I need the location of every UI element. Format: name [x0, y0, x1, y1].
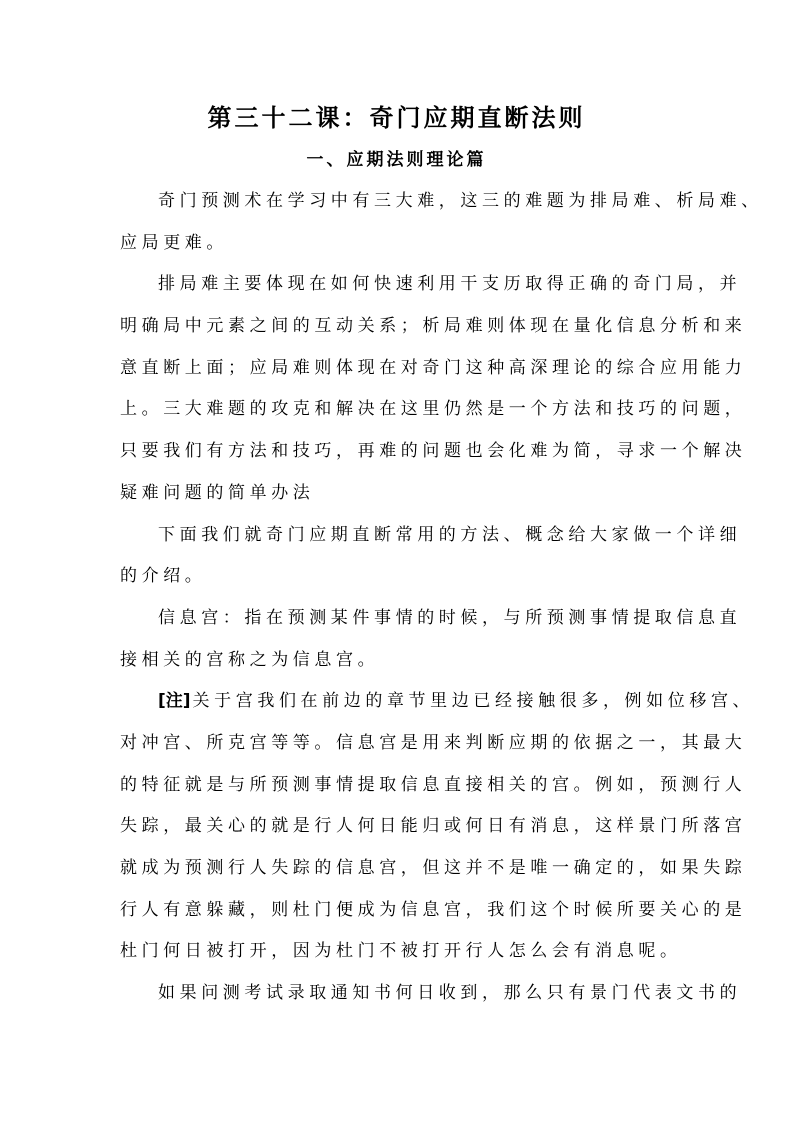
text-line-content: 关于宫我们在前边的章节里边已经接触很多，例如位移宫、 — [192, 691, 755, 712]
text-line — [120, 683, 755, 725]
text-line: 疑难问题的简单办法 — [120, 482, 315, 503]
paragraph-note — [120, 683, 755, 975]
paragraph-intro — [120, 183, 763, 266]
paragraph-definition-info-palace — [120, 600, 742, 683]
text-line: 应局更难。 — [120, 232, 228, 253]
text-line: 失踪，最关心的就是行人何日能归或何日有消息，这样景门所落宫 — [120, 816, 747, 837]
text-line: 意直断上面；应局难则体现在对奇门这种高深理论的综合应用能力 — [120, 357, 747, 378]
section-heading: 一、应期法则理论篇 — [306, 150, 487, 170]
text-line: 明确局中元素之间的互动关系；析局难则体现在量化信息分析和来 — [120, 316, 747, 337]
text-line: 杜门何日被打开，因为杜门不被打开行人怎么会有消息呢。 — [120, 941, 682, 962]
text-line: 的介绍。 — [120, 566, 207, 587]
text-line: 对冲宫、所克宫等等。信息宫是用来判断应期的依据之一，其最大 — [120, 732, 747, 753]
body-text — [120, 183, 763, 1017]
paragraph-difficulties — [120, 266, 747, 516]
page-title: 第三十二课：奇门应期直断法则 — [207, 104, 586, 132]
text-line: 接相关的宫称之为信息宫。 — [120, 649, 380, 670]
note-tag: [注] — [158, 691, 191, 712]
text-line: 上。三大难题的攻克和解决在这里仍然是一个方法和技巧的问题， — [120, 399, 747, 420]
text-line: 信息宫：指在预测某件事情的时候，与所预测事情提取信息直 — [158, 607, 742, 628]
text-line: 的特征就是与所预测事情提取信息直接相关的宫。例如，预测行人 — [120, 774, 747, 795]
paragraph-exam-example — [120, 975, 742, 1017]
text-line: 排局难主要体现在如何快速利用干支历取得正确的奇门局，并 — [158, 274, 742, 295]
text-line: 行人有意躲藏，则杜门便成为信息宫，我们这个时候所要关心的是 — [120, 899, 747, 920]
text-line: 下面我们就奇门应期直断常用的方法、概念给大家做一个详细 — [158, 524, 742, 545]
paragraph-introduction-methods — [120, 517, 742, 600]
text-line: 就成为预测行人失踪的信息宫，但这并不是唯一确定的，如果失踪 — [120, 858, 747, 878]
text-line: 只要我们有方法和技巧，再难的问题也会化难为简，寻求一个解决 — [120, 441, 747, 462]
text-line: 奇门预测术在学习中有三大难，这三的难题为排局难、析局难、 — [158, 191, 763, 211]
text-line: 如果问测考试录取通知书何日收到，那么只有景门代表文书的 — [158, 983, 742, 1004]
